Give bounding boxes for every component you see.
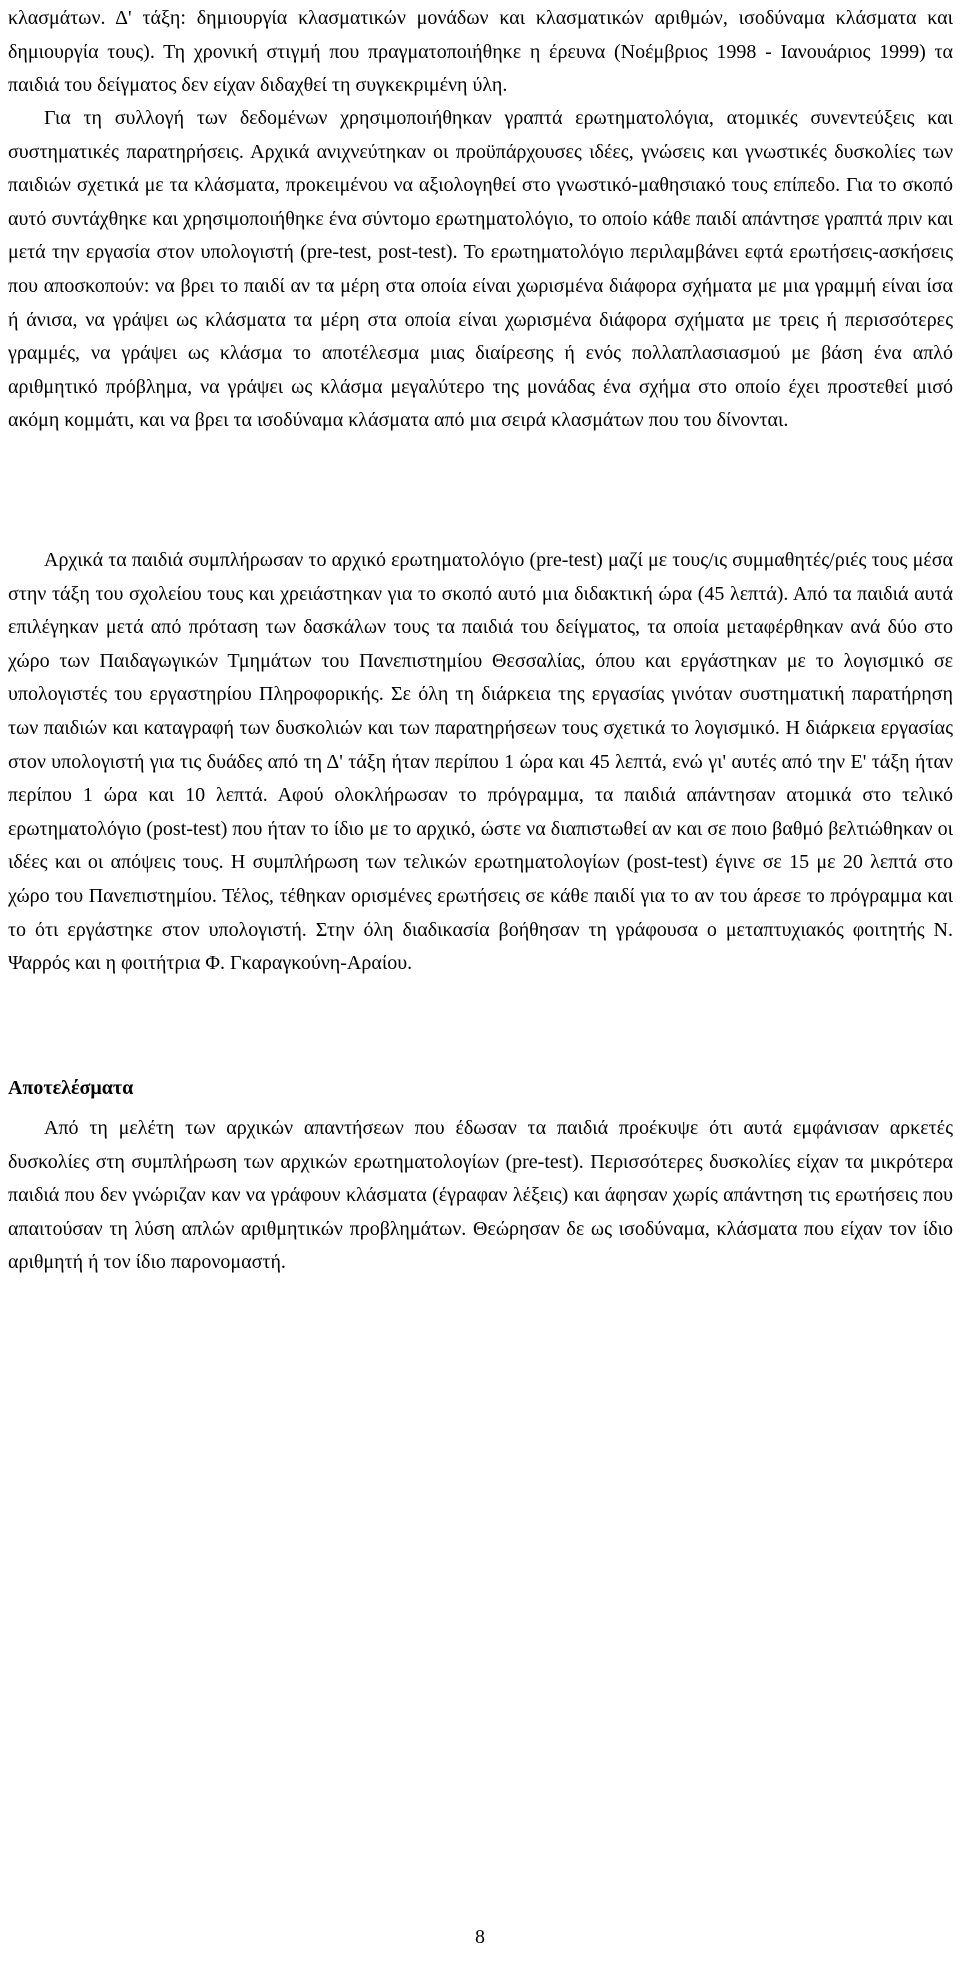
paragraph-data-collection: Για τη συλλογή των δεδομένων χρησιμοποιήθηκαν γραπτά ερωτηματολόγια, ατομικές συνεντεύξεις και συστηματικές παρατηρήσεις. Αρχικά ανιχνεύτηκαν οι προϋπάρχουσες ιδέες, γνώσεις και γνωστικές δυσκολίες των παιδιών σχετικά με τα κλάσματα, προκειμένου να αξιολογηθεί στο γνωστικό-μαθησιακό τους επίπεδο. Για το σκοπό αυτό συντάχθηκε και χρησιμοποιήθηκε ένα σύντομο ερωτηματολόγιο, το οποίο κάθε παιδί απάντησε γραπτά πριν και μετά την εργασία στον υπολογιστή (pre-test, post-test). Το ερωτηματολόγιο περιλαμβάνει εφτά ερωτήσεις-ασκήσεις που αποσκοπούν: να βρει το παιδί αν τα μέρη στα οποία είναι χωρισμένα διάφορα σχήματα με μια γραμμή είναι ίσα ή άνισα, να γράψει ως κλάσματα τα μέρη στα οποία είναι χωρισμένα διάφορα σχήματα με τρεις ή περισσότερες γραμμές, να γράψει ως κλάσμα το αποτέλεσμα μιας διαίρεσης ή ενός πολλαπλασιασμού με βάση ένα απλό αριθμητικό πρόβλημα, να γράψει ως κλάσμα μεγαλύτερο της μονάδας ένα σχήμα στο οποίο έχει προστεθεί μισό ακόμη κομμάτι, και να βρει τα ισοδύναμα κλάσματα από μια σειρά κλασμάτων που του δίνονται. <box>8 107 953 432</box>
paragraph-procedure: Αρχικά τα παιδιά συμπλήρωσαν το αρχικό ερωτηματολόγιο (pre-test) μαζί με τους/ις συμμαθητές/ριές τους μέσα στην τάξη του σχολείου τους και χρειάστηκαν για το σκοπό αυτό μια διδακτική ώρα (45 λεπτά). Από τα παιδιά αυτά επιλέγηκαν μετά από πρόταση των δασκάλων τους τα παιδιά του δείγματος, τα οποία μεταφέρθηκαν ανά δύο στο χώρο των Παιδαγωγικών Τμημάτων του Πανεπιστημίου Θεσσαλίας, όπου και εργάστηκαν με το λογισμικό σε υπολογιστές του εργαστηρίου Πληροφορικής. Σε όλη τη διάρκεια της εργασίας γινόταν συστηματική παρατήρηση των παιδιών και καταγραφή των δυσκολιών και των παρατηρήσεων τους σχετικά το λογισμικό. Η διάρκεια εργασίας στον υπολογιστή για τις δυάδες από τη Δ' τάξη ήταν περίπου 1 ώρα και 45 λεπτά, ενώ γι' αυτές από την Ε' τάξη ήταν περίπου 1 ώρα και 10 λεπτά. Αφού ολοκλήρωσαν το πρόγραμμα, τα παιδιά απάντησαν ατομικά στο τελικό ερωτηματολόγιο (post-test) που ήταν το ίδιο με το αρχικό, ώστε να διαπιστωθεί αν και σε ποιο βαθμό βελτιώθηκαν οι ιδέες και οι απόψεις τους. Η συμπλήρωση των τελικών ερωτηματολογίων (post-test) έγινε σε 15 με 20 λεπτά στο χώρο του Πανεπιστημίου. Τέλος, τέθηκαν ορισμένες ερωτήσεις σε κάθε παιδί για το αν του άρεσε το πρόγραμμα και το ότι εργάστηκε στον υπολογιστή. Στην όλη διαδικασία βοήθησαν τη γράφουσα ο μεταπτυχιακός φοιτητής Ν. Ψαρρός και η φοιτήτρια Φ. Γκαραγκούνη-Αραίου. <box>8 549 953 975</box>
paragraph-continuation: κλασμάτων. Δ' τάξη: δημιουργία κλασματικών μονάδων και κλασματικών αριθμών, ισοδύναμα κλάσματα και δημιουργία τους). Τη χρονική στιγμή που πραγματοποιήθηκε η έρευνα (Νοέμβριος 1998 - Ιανουάριος 1999) τα παιδιά του δείγματος δεν είχαν διδαχθεί τη συγκεκριμένη ύλη. <box>8 7 953 97</box>
page-number: 8 <box>475 1926 485 1948</box>
paragraph-results: Από τη μελέτη των αρχικών απαντήσεων που έδωσαν τα παιδιά προέκυψε ότι αυτά εμφάνισαν αρκετές δυσκολίες στη συμπλήρωση των αρχικών ερωτηματολογίων (pre-test). Περισσότερες δυσκολίες είχαν τα μικρότερα παιδιά που δεν γνώριζαν καν να γράφουν κλάσματα (έγραφαν λέξεις) και άφησαν χωρίς απάντηση τις ερωτήσεις που απαιτούσαν τη λύση απλών αριθμητικών προβλημάτων. Θεώρησαν δε ως ισοδύναμα, κλάσματα που είχαν τον ίδιο αριθμητή ή τον ίδιο παρονομαστή. <box>8 1117 953 1274</box>
section-heading-results: Αποτελέσματα <box>8 1077 134 1099</box>
